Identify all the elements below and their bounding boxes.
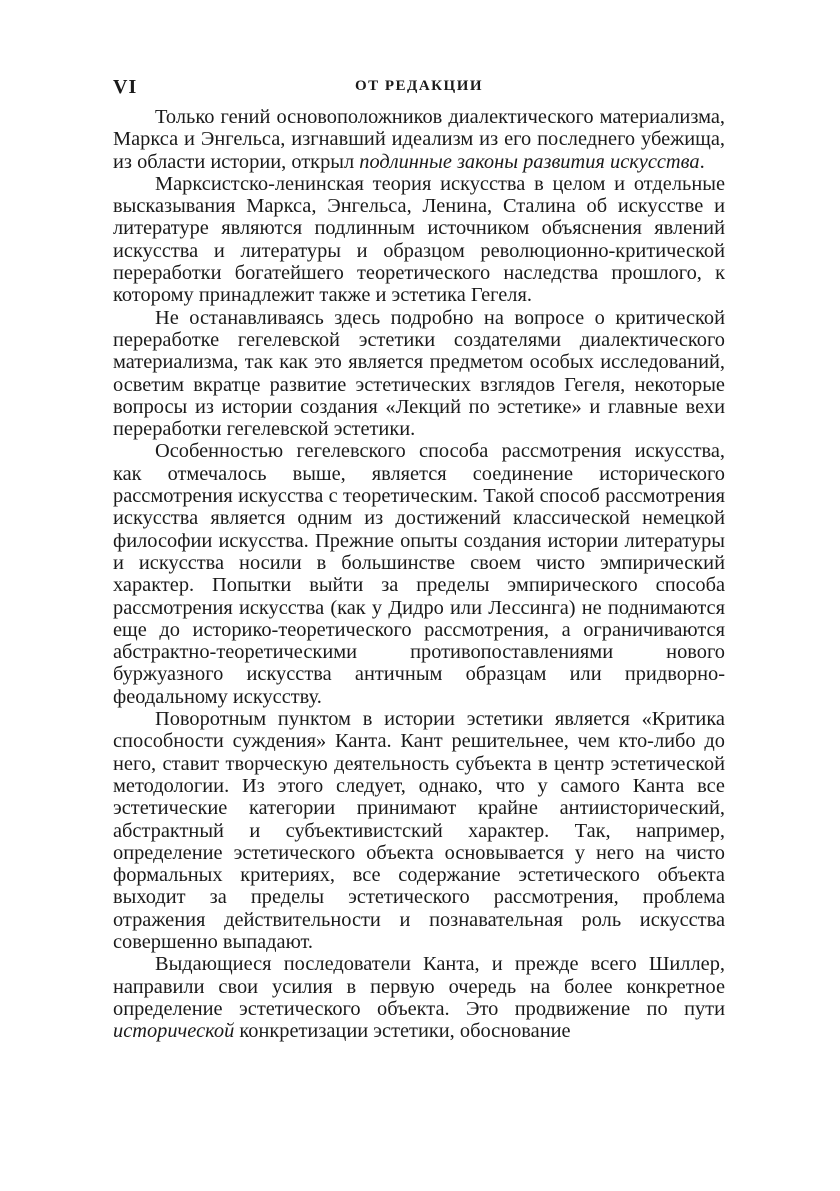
paragraph-4: Особенностью гегелевского способа рассмотрения искусства, как отмечалось выше, является соединение исторического рассмотрения искусства с теоретическим. Такой способ рассмотрения искусства является одним из достижений классической немецкой философии искусства. Прежние опыты создания истории литературы и искусства носили в большинстве своем чисто эмпирический характер. Попытки выйти за пределы эмпирического способа рассмотрения искусства (как у Дидро или Лессинга) не поднимаются еще до историко-теоретического рассмотрения, а ограничиваются абстрактно-теоретическими противопоставлениями нового буржуазного искусства античным образцам или придворно-феодальному искусству. (113, 440, 725, 708)
body-text (113, 106, 725, 1042)
paragraph-2: Марксистско-ленинская теория искусства в целом и отдельные высказывания Маркса, Энгельса, Ленина, Сталина об искусстве и литературе являются подлинным источником объяснения явлений искусства и литературы и образцом революционно-критической переработки богатейшего теоретического наследства прошлого, к которому принадлежит также и эстетика Гегеля. (113, 172, 725, 307)
section-title: ОТ РЕДАКЦИИ (354, 78, 484, 94)
running-head (113, 70, 725, 106)
page-number: VI (113, 76, 138, 98)
paragraph-1-emphasis: подлинные законы развития искусства (359, 150, 700, 173)
paragraph-3: Не останавливаясь здесь подробно на вопросе о критической переработке гегелевской эстетики создателями диалектического материализма, так как это является предметом особых исследований, осветим вкратце развитие эстетических взглядов Гегеля, некоторые вопросы из истории создания «Лекций по эстетике» и главные вехи переработки гегелевской эстетики. (113, 306, 725, 441)
paragraph-5: Поворотным пунктом в истории эстетики является «Критика способности суждения» Канта. Кант решительнее, чем кто-либо до него, ставит творческую деятельность субъекта в центр эстетической методологии. Из этого следует, однако, что у самого Канта все эстетические категории принимают крайне антиисторический, абстрактный и субъективистский характер. Так, например, определение эстетического объекта основывается у него на чисто формальных критериях, все содержание эстетического объекта выходит за пределы эстетического рассмотрения, проблема отражения действительности и познавательная роль искусства совершенно выпадают. (113, 708, 725, 953)
paragraph-6-text: Выдающиеся последователи Канта, и прежде всего Шиллер, направили свои усилия в первую очередь на более конкретное определение эстетического объекта. Это продвижение по пути (113, 953, 725, 1020)
paragraph-1-text: Только гений основоположников диалектического материализма, Маркса и Энгельса, изгнавший идеализм из его последнего убежища, из области истории, открыл (113, 106, 725, 173)
paragraph-1 (113, 106, 725, 173)
paragraph-6-emphasis: исторической (113, 1020, 235, 1043)
paragraph-1-end: . (699, 150, 705, 173)
paragraph-6 (113, 953, 725, 1042)
book-page (113, 70, 725, 1042)
paragraph-6-end: конкретизации эстетики, обоснование (234, 1020, 571, 1043)
